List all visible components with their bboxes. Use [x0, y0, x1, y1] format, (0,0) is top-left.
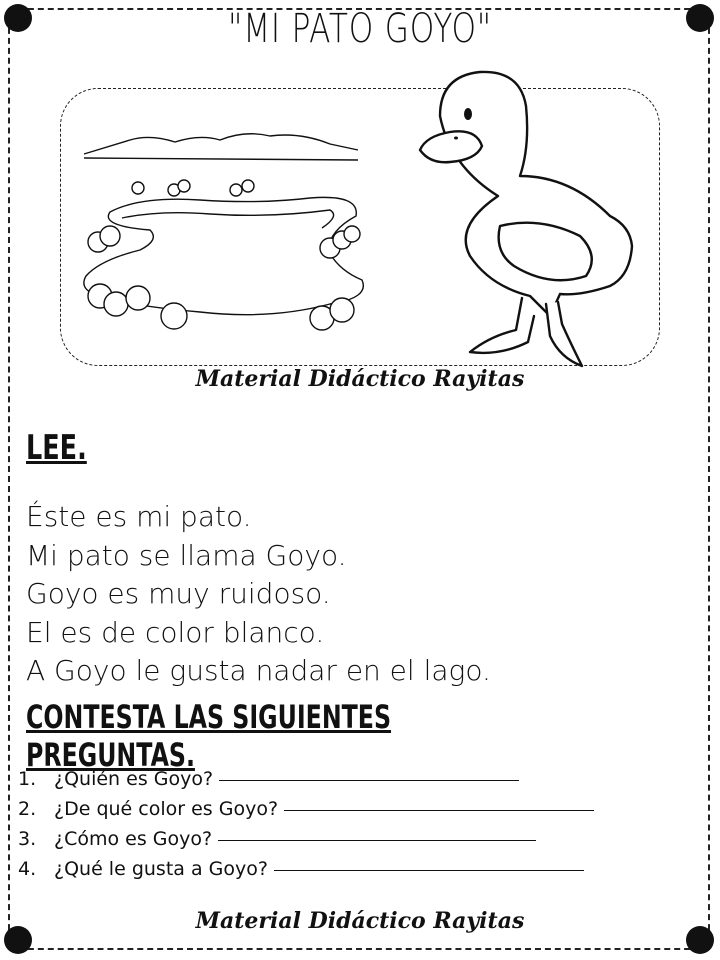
question-list [18, 764, 594, 884]
corner-dot [686, 4, 714, 32]
reading-line: Goyo es muy ruidoso. [26, 577, 331, 610]
reading-heading: LEE. [26, 428, 87, 468]
question-number: 2. [18, 798, 37, 820]
duck-illustration [410, 66, 650, 376]
reading-line: A Goyo le gusta nadar en el lago. [26, 654, 491, 687]
reading-line: El es de color blanco. [26, 615, 325, 649]
reading-line: Mi pato se llama Goyo. [26, 538, 347, 572]
corner-dot [4, 4, 32, 32]
reading-line: Éste es mi pato. [26, 500, 252, 533]
question-item [18, 854, 594, 884]
answer-line[interactable] [284, 810, 594, 811]
question-number: 4. [18, 858, 37, 880]
lake-scene-illustration [70, 120, 370, 340]
question-text: ¿Quién es Goyo? [54, 768, 214, 790]
reading-passage [26, 498, 491, 691]
question-item [18, 794, 594, 824]
question-number: 3. [18, 828, 37, 850]
answer-line[interactable] [219, 780, 519, 781]
question-text: ¿Qué le gusta a Goyo? [54, 858, 268, 880]
answer-line[interactable] [274, 870, 584, 871]
answer-line[interactable] [218, 840, 536, 841]
credit-watermark: Material Didáctico Rayitas [195, 908, 525, 934]
question-text: ¿De qué color es Goyo? [54, 798, 279, 820]
question-item [18, 824, 594, 854]
question-text: ¿Cómo es Goyo? [54, 828, 213, 850]
questions-heading: CONTESTA LAS SIGUIENTES PREGUNTAS. [26, 698, 392, 774]
question-number: 1. [18, 768, 37, 790]
question-item [18, 764, 594, 794]
worksheet-title: "MI PATO GOYO" [228, 6, 492, 52]
credit-watermark: Material Didáctico Rayitas [195, 366, 525, 392]
